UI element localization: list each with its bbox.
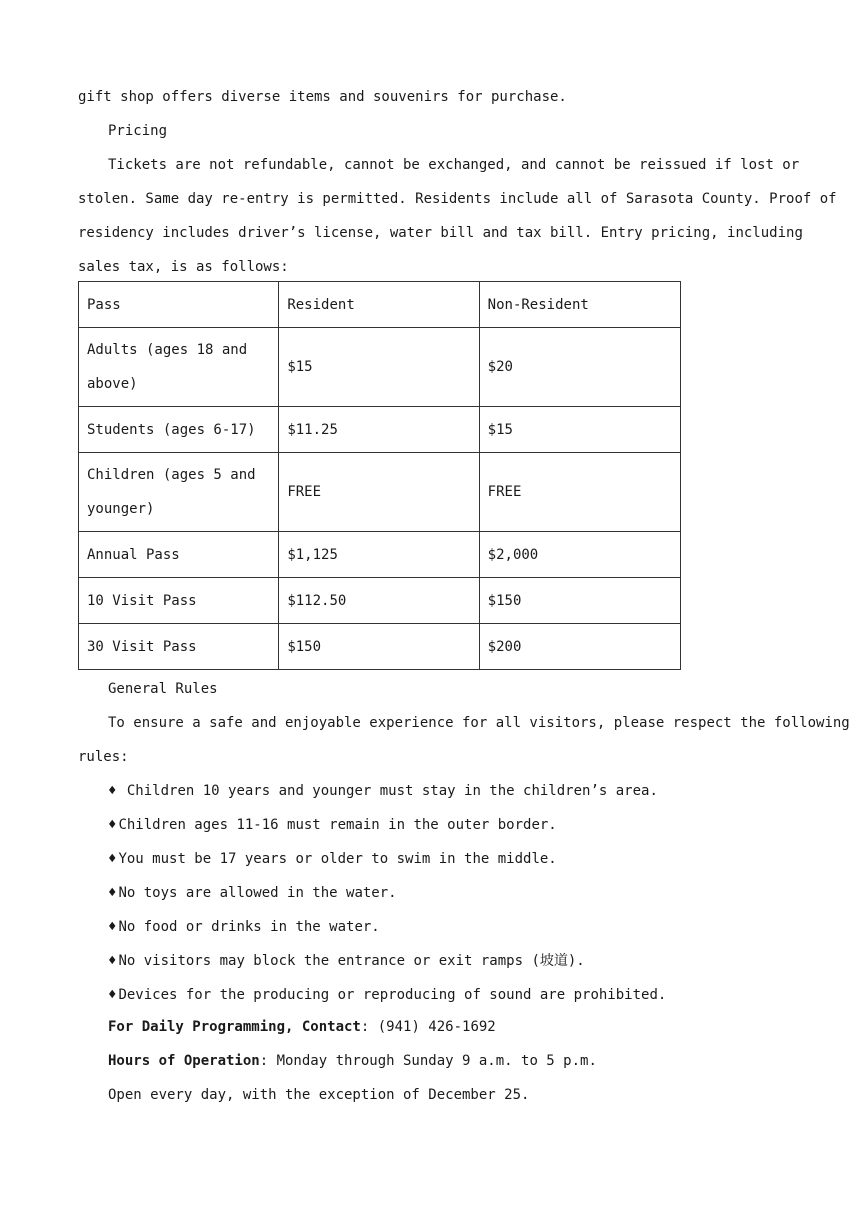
pricing-paragraph-line: Tickets are not refundable, cannot be exchanged, and cannot be reissued if lost or <box>108 157 800 173</box>
rule-text: You must be 17 years or older to swim in the middle. <box>118 851 557 867</box>
rule-text: No food or drinks in the water. <box>118 919 380 935</box>
non-resident-price-cell: $150 <box>479 578 680 624</box>
non-resident-price-cell: $2,000 <box>479 532 680 578</box>
rule-item <box>108 816 557 834</box>
rule-item <box>108 884 397 902</box>
non-resident-price-cell: $20 <box>479 328 680 407</box>
diamond-bullet-icon: ♦ <box>108 987 117 1003</box>
column-header-pass: Pass <box>79 282 279 328</box>
resident-price-cell: $112.50 <box>279 578 479 624</box>
rule-item <box>108 782 658 800</box>
column-header-non-resident: Non-Resident <box>479 282 680 328</box>
pass-cell: Children (ages 5 and younger) <box>79 453 279 532</box>
rule-text: Devices for the producing or reproducing of sound are prohibited. <box>118 987 667 1003</box>
rule-item <box>108 918 380 936</box>
resident-price-cell: $11.25 <box>279 407 479 453</box>
pricing-paragraph-line: stolen. Same day re-entry is permitted. Residents include all of Sarasota County. Proof of <box>78 191 837 207</box>
closing-line: Open every day, with the exception of December 25. <box>108 1087 530 1103</box>
table-row <box>79 453 681 532</box>
pass-cell: Students (ages 6-17) <box>79 407 279 453</box>
resident-price-cell: $150 <box>279 624 479 670</box>
hours-label: Hours of Operation <box>108 1053 260 1069</box>
pricing-table <box>78 281 681 670</box>
rule-text: Children ages 11-16 must remain in the outer border. <box>118 817 557 833</box>
rules-intro-line: To ensure a safe and enjoyable experience for all visitors, please respect the following <box>108 715 850 731</box>
pass-cell: 10 Visit Pass <box>79 578 279 624</box>
contact-label: For Daily Programming, Contact <box>108 1019 361 1035</box>
rule-text: Children 10 years and younger must stay in the children’s area. <box>118 783 658 799</box>
pricing-heading: Pricing <box>108 123 168 139</box>
diamond-bullet-icon: ♦ <box>108 953 117 969</box>
table-header-row <box>79 282 681 328</box>
rule-text: No visitors may block the entrance or exit ramps (坡道). <box>118 953 585 969</box>
table-row <box>79 624 681 670</box>
rules-heading: General Rules <box>108 681 218 697</box>
pass-cell: 30 Visit Pass <box>79 624 279 670</box>
rule-item <box>108 986 666 1004</box>
table-row <box>79 328 681 407</box>
rule-text: No toys are allowed in the water. <box>118 885 397 901</box>
diamond-bullet-icon: ♦ <box>108 783 117 799</box>
table-row <box>79 407 681 453</box>
pass-cell: Adults (ages 18 and above) <box>79 328 279 407</box>
resident-price-cell: FREE <box>279 453 479 532</box>
rule-item <box>108 952 585 970</box>
resident-price-cell: $15 <box>279 328 479 407</box>
contact-value: : (941) 426-1692 <box>360 1019 496 1035</box>
diamond-bullet-icon: ♦ <box>108 817 117 833</box>
resident-price-cell: $1,125 <box>279 532 479 578</box>
table-row <box>79 578 681 624</box>
table-row <box>79 532 681 578</box>
column-header-resident: Resident <box>279 282 479 328</box>
pricing-paragraph-line: residency includes driver’s license, water bill and tax bill. Entry pricing, including <box>78 225 803 241</box>
pricing-paragraph-line: sales tax, is as follows: <box>78 259 289 275</box>
non-resident-price-cell: FREE <box>479 453 680 532</box>
intro-line: gift shop offers diverse items and souvenirs for purchase. <box>78 89 567 105</box>
diamond-bullet-icon: ♦ <box>108 919 117 935</box>
hours-line <box>108 1052 597 1070</box>
non-resident-price-cell: $200 <box>479 624 680 670</box>
non-resident-price-cell: $15 <box>479 407 680 453</box>
diamond-bullet-icon: ♦ <box>108 885 117 901</box>
diamond-bullet-icon: ♦ <box>108 851 117 867</box>
rules-intro-line: rules: <box>78 749 129 765</box>
pass-cell: Annual Pass <box>79 532 279 578</box>
hours-value: : Monday through Sunday 9 a.m. to 5 p.m. <box>259 1053 597 1069</box>
contact-line <box>108 1018 496 1036</box>
rule-item <box>108 850 557 868</box>
